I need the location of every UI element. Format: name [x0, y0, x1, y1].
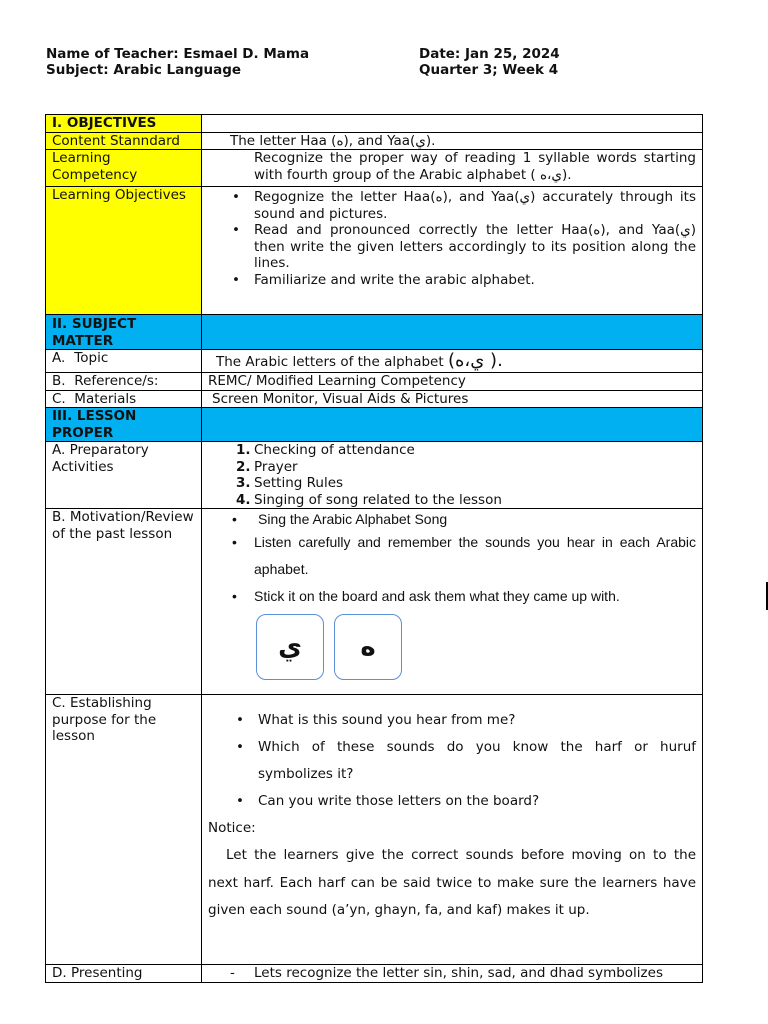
card-yaa: ي	[256, 614, 324, 680]
date: Date: Jan 25, 2024	[419, 46, 560, 62]
list-item: • Familiarize and write the arabic alphabet.	[254, 272, 696, 289]
topic-label: A. Topic	[46, 350, 202, 373]
list-item: Checking of attendance	[254, 442, 415, 458]
list-item: • Regognize the letter Haa(ه), and Yaa(ي) accurately through its sound and pictures.	[254, 189, 696, 222]
objectives-heading: I. OBJECTIVES	[46, 115, 202, 133]
list-item: • Sing the Arabic Alphabet Song	[254, 509, 696, 529]
list-item: • Read and pronounced correctly the letter Haa(ه), and Yaa(ي) then write the given letters accordingly to its position along the lines.	[254, 222, 696, 272]
notice-label: Notice:	[208, 820, 256, 836]
motivation-label: B. Motivation/Review of the past lesson	[46, 509, 202, 695]
list-item: Prayer	[254, 458, 298, 475]
list-item: • Which of these sounds do you know the harf or huruf symbolizes it?	[258, 734, 696, 788]
materials-label: C. Materials	[46, 390, 202, 408]
topic: The Arabic letters of the alphabet (ي،ه ).	[202, 350, 703, 373]
lesson-proper-heading: III. LESSON PROPER	[46, 408, 202, 442]
presenting: - Lets recognize the letter sin, shin, sad, and dhad symbolizes	[202, 965, 703, 983]
list-item: • Can you write those letters on the board?	[258, 788, 696, 815]
purpose-list	[208, 707, 696, 815]
list-item: • What is this sound you hear from me?	[258, 707, 696, 734]
learning-objectives-list	[208, 189, 696, 288]
subject: Subject: Arabic Language	[46, 62, 242, 78]
card-haa: ه	[334, 614, 402, 680]
preparatory-label: A. Preparatory Activities	[46, 442, 202, 509]
presenting-label: D. Presenting	[46, 965, 202, 983]
reference-label: B. Reference/s:	[46, 373, 202, 391]
learning-competency: Recognize the proper way of reading 1 syllable words starting with fourth group of the Arabic alphabet ( ي،ه).	[202, 150, 703, 187]
content-standard-label: Content Stanndard	[46, 132, 202, 150]
list-item: Singing of song related to the lesson	[254, 491, 502, 508]
quarter: Quarter 3; Week 4	[419, 62, 559, 78]
purpose-label: C. Establishing purpose for the lesson	[46, 695, 202, 965]
learning-objectives-label: Learning Objectives	[46, 187, 202, 315]
notice-text: Let the learners give the correct sounds before moving on to the next harf. Each harf can be said twice to make sure the learners have given each sound (a’yn, ghayn, fa, and kaf) makes it up.	[208, 847, 696, 918]
lesson-plan-table	[45, 114, 703, 983]
learning-competency-label: Learning Competency	[46, 150, 202, 187]
reference: REMC/ Modified Learning Competency	[202, 373, 703, 391]
subject-matter-heading: II. SUBJECT MATTER	[46, 315, 202, 350]
teacher-name: Name of Teacher: Esmael D. Mama	[46, 46, 310, 62]
content-standard: The letter Haa (ه), and Yaa(ي).	[202, 132, 703, 150]
list-item: • Stick it on the board and ask them what they came up with.	[254, 583, 696, 610]
list-item: • Listen carefully and remember the sounds you hear in each Arabic aphabet.	[254, 529, 696, 583]
list-item: Setting Rules	[254, 475, 344, 491]
preparatory-list	[208, 442, 696, 508]
motivation-list	[208, 509, 696, 610]
materials: Screen Monitor, Visual Aids & Pictures	[202, 390, 703, 408]
